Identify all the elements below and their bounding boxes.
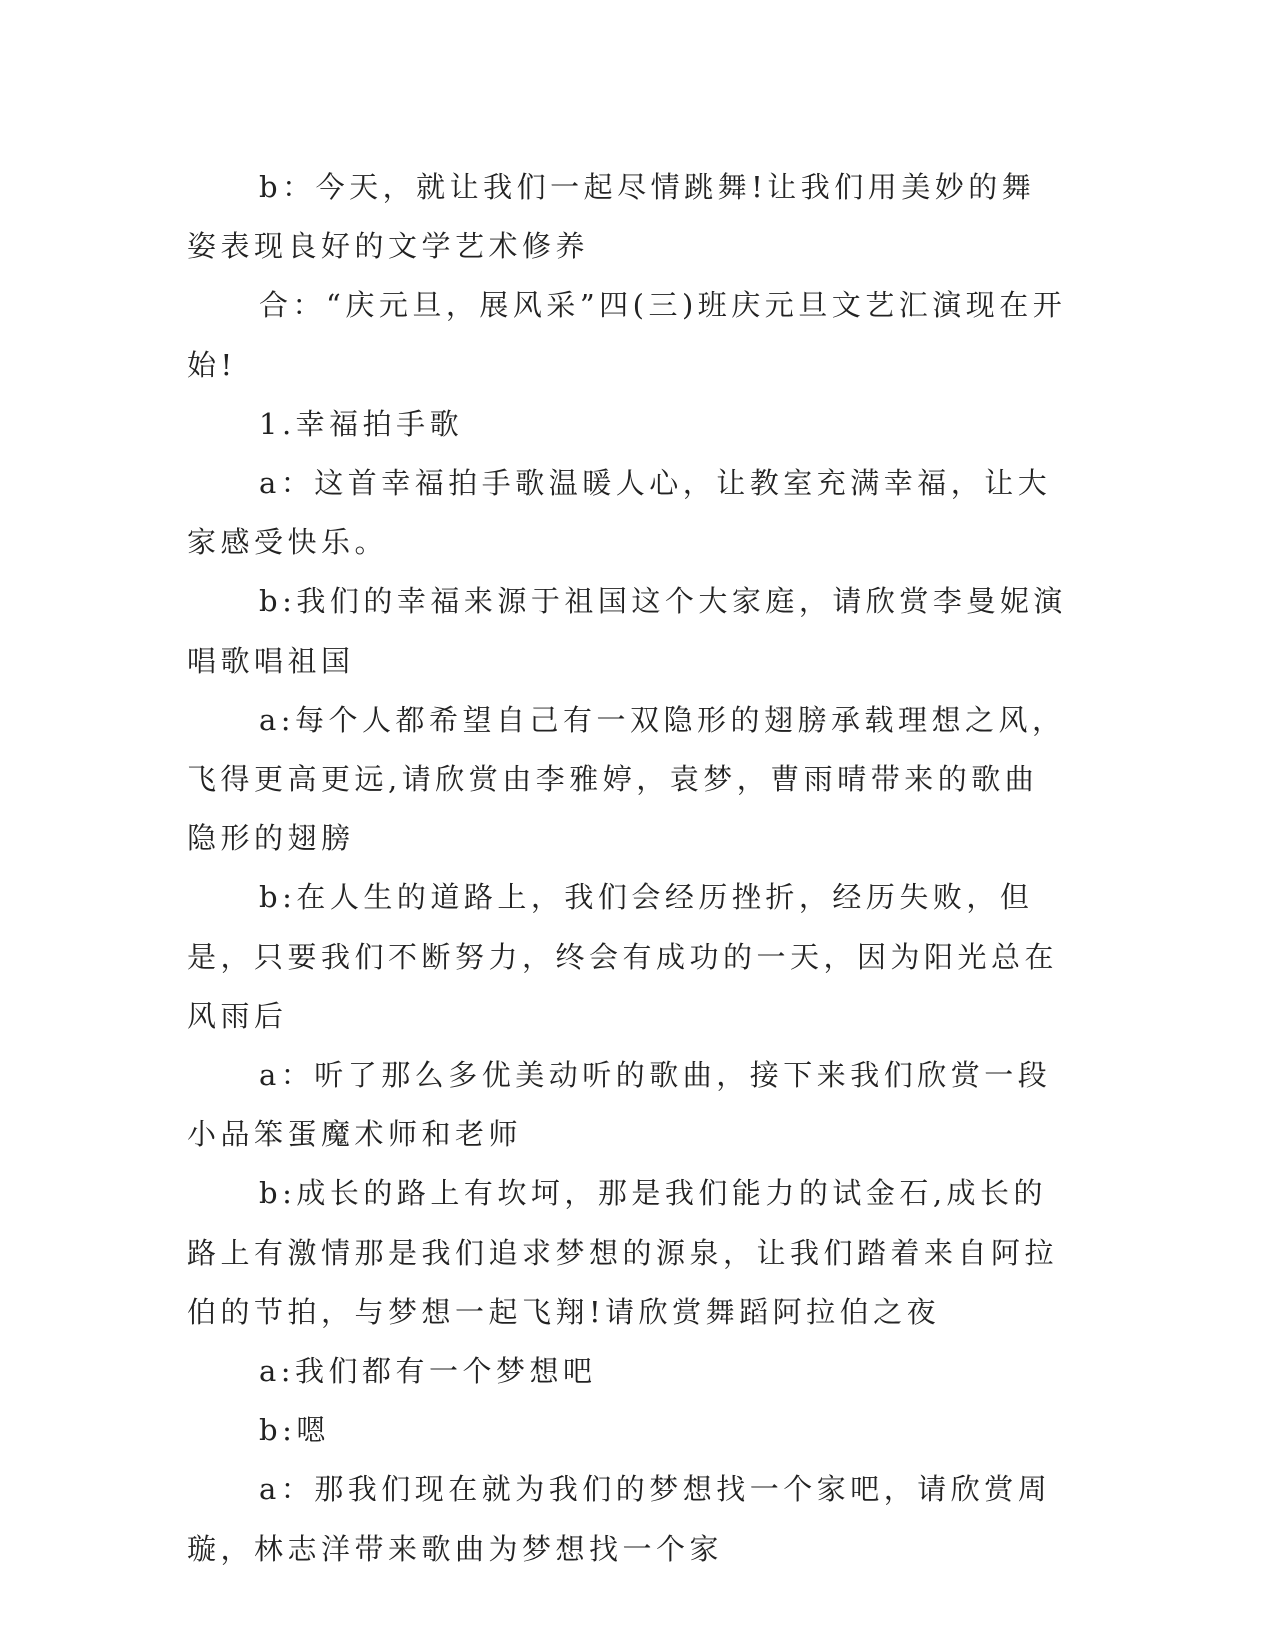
program-item-title: 1.幸福拍手歌 bbox=[259, 406, 464, 441]
paragraph: b:我们的幸福来源于祖国这个大家庭，请欣赏李曼妮演唱歌唱祖国 bbox=[187, 584, 1067, 678]
paragraph: a：听了那么多优美动听的歌曲，接下来我们欣赏一段小品笨蛋魔术师和老师 bbox=[187, 1058, 1052, 1152]
paragraph: a:我们都有一个梦想吧 bbox=[259, 1354, 597, 1389]
document-body bbox=[187, 158, 1067, 1579]
paragraph: 合：“庆元旦，展风采”四(三)班庆元旦文艺汇演现在开始! bbox=[187, 288, 1067, 382]
paragraph: b：今天，就让我们一起尽情跳舞!让我们用美妙的舞姿表现良好的文学艺术修养 bbox=[187, 170, 1036, 264]
paragraph: b:成长的路上有坎坷，那是我们能力的试金石,成长的路上有激情那是我们追求梦想的源泉，让我们踏着来自阿拉伯的节拍，与梦想一起飞翔!请欣赏舞蹈阿拉伯之夜 bbox=[187, 1176, 1059, 1329]
paragraph: b:嗯 bbox=[259, 1413, 330, 1448]
paragraph: a：这首幸福拍手歌温暖人心，让教室充满幸福，让大家感受快乐。 bbox=[187, 466, 1052, 560]
paragraph: b:在人生的道路上，我们会经历挫折，经历失败，但是，只要我们不断努力，终会有成功的一天，因为阳光总在风雨后 bbox=[187, 880, 1059, 1033]
paragraph: a:每个人都希望自己有一双隐形的翅膀承载理想之风，飞得更高更远,请欣赏由李雅婷，袁梦，曹雨晴带来的歌曲隐形的翅膀 bbox=[187, 702, 1066, 856]
paragraph: a：那我们现在就为我们的梦想找一个家吧，请欣赏周璇，林志洋带来歌曲为梦想找一个家 bbox=[187, 1472, 1052, 1566]
